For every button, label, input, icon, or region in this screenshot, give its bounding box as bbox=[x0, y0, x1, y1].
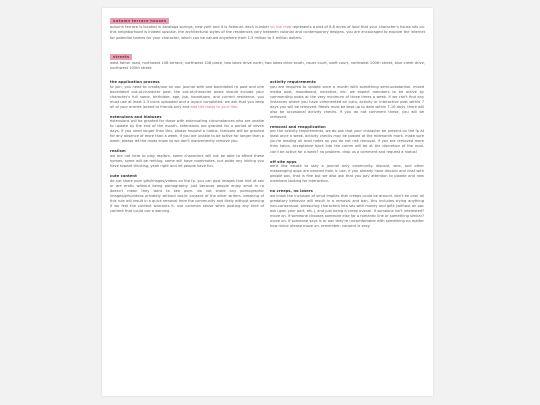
left-column bbox=[110, 80, 264, 219]
cute-content-text: do not share porn gifs/images/videos on the fp. you can post images that hint at sex or are erotic without being pornography. just because people enjoy smut in rp doesn't mean they want to see porn. do not share any pornographic images/gifs/videos privately without ooc/ic consent of the other writers. breaking of this rule will result in a quick removal from the community and likely without warning if we feel the content warrants it. use common sense when posting any kind of content that could use a warning. bbox=[110, 178, 264, 213]
intro-paragraph bbox=[110, 25, 425, 41]
extensions-block bbox=[110, 115, 264, 145]
section-tag-autumn-terrace: autumn terrace houses bbox=[110, 18, 169, 24]
removal-text: per the activity requirements, we do ask that your character be present on the fp at least once a week. activity checks may be posted at the midmonth mark. make sure you're reading all mod notes so you do not risk removal. if you are removed more than twice, acceptance back into the comm will be at the discretion of the mod. can't be active for a week? no problem. drop us a comment and request a hiatus! bbox=[270, 129, 424, 154]
off-site-apps-block bbox=[270, 160, 424, 185]
application-process-block bbox=[110, 80, 264, 110]
off-site-apps-heading: off site apps bbox=[270, 159, 297, 164]
activity-block bbox=[270, 80, 424, 120]
rules-page bbox=[102, 8, 433, 396]
removal-heading: removal and reapplication bbox=[270, 124, 326, 129]
realism-text: we are not here to play realism. some characters will not be able to afford these homes, some will be renting, some will have roommates, put aside any inkling you have toward thinking, yeah right and let people have fun. bbox=[110, 153, 264, 169]
activity-heading: activity requirements bbox=[270, 80, 316, 84]
extensions-text: extensions will be granted for those with extenuating circumstances who are unable to update by the end of the month. extensions are granted for a period of seven days. if you need longer than this, please request a hiatus. hiatuses will be granted for any absence of more than a week. if you are unable to be active for longer than a week, please let the mods know so we don't inadvertently remove you. bbox=[110, 119, 264, 144]
off-site-apps-text: we'd like estate to stay a journal only community. discord, wire, and other messenging apps are banned from ic use. if you already have discord and chat with people ooc, that is fine but we also ask that you pay attention to plaade and new members looking for interaction. bbox=[270, 164, 424, 184]
map-link[interactable]: on the map bbox=[270, 25, 292, 29]
right-column bbox=[270, 80, 424, 234]
application-text-after: . bbox=[236, 104, 239, 109]
add-mods-link[interactable]: add the mods to your flist bbox=[190, 104, 237, 109]
realism-heading: realism bbox=[110, 149, 126, 154]
application-text-before: to join, you need to create/use an ooc journal with one backdated rp post and one backdated out-of-character post. the out-of-character posts should include your character's full name, birthdate, age, job, hometown, and current residence. you must use at least 2-3 icons uploaded and a layout completed. we ask that you keep all of your entries locked to friends only and bbox=[110, 84, 264, 109]
extensions-heading: extensions and hiatuses bbox=[110, 114, 162, 119]
activity-text: you are required to update once a month with something semi-substantial. mixed media post, moodboard, narrative, etc. we expect members to be active by commenting posts at the very minimum of three times a week. if we can't find any instances where you have commented an intro, activity or interactive post within 7 days you will be removed. fitests must be kept up to date within 7-10 days. there will also be occasional activity checks. if you do not comment these, you will be removed. bbox=[270, 84, 424, 119]
cute-content-block bbox=[110, 174, 264, 214]
no-creeps-block bbox=[270, 189, 424, 229]
application-process-heading: the application process bbox=[110, 80, 160, 84]
intro-text-before: autumn terrace is located in saratoga springs, new york and it is fictional. each number bbox=[110, 25, 271, 29]
no-creeps-heading: no creeps, no losers bbox=[270, 189, 313, 194]
realism-block bbox=[110, 149, 264, 169]
intro-text-after: represents a plot of 6-8 acres of land that your character's house sits on. this neighborhood is indeed upscale. the architectural styles of the residences vary between colonial and contemporary designs. you are encouraged to explore the internet for potential homes for your character, which can be valued anywhere from 1.5 million to 5 million dollars. bbox=[110, 25, 425, 40]
streets-paragraph: west father road, northwest 108 terrace, northwest 108 place, two lakes drive north, two lakes drive south, couer court, swift court, northwest 100th street, blue creek drive, northwest 105th street. bbox=[110, 61, 425, 71]
cute-content-heading: cute content bbox=[110, 174, 137, 179]
removal-block bbox=[270, 125, 424, 155]
section-tag-streets: streets bbox=[110, 54, 132, 60]
application-process-text bbox=[110, 85, 264, 110]
no-creeps-text: we know the inclusion of smut implies that creeps could be around. don't be one! all predatory behavior will result in a removal and ban. this includes trying anything non-consensual, pressuring characters into sex with money and gifts (without an ooc ask upon your part, etc.), and just being a creep overall. if someone isn't interested? move on. if someone chooses someone else for a romantic line or something similar? move on. if someone says ic or ooc they're uncomfortable with something no matter how minor please move on. remember: consent is sexy. bbox=[270, 193, 424, 229]
